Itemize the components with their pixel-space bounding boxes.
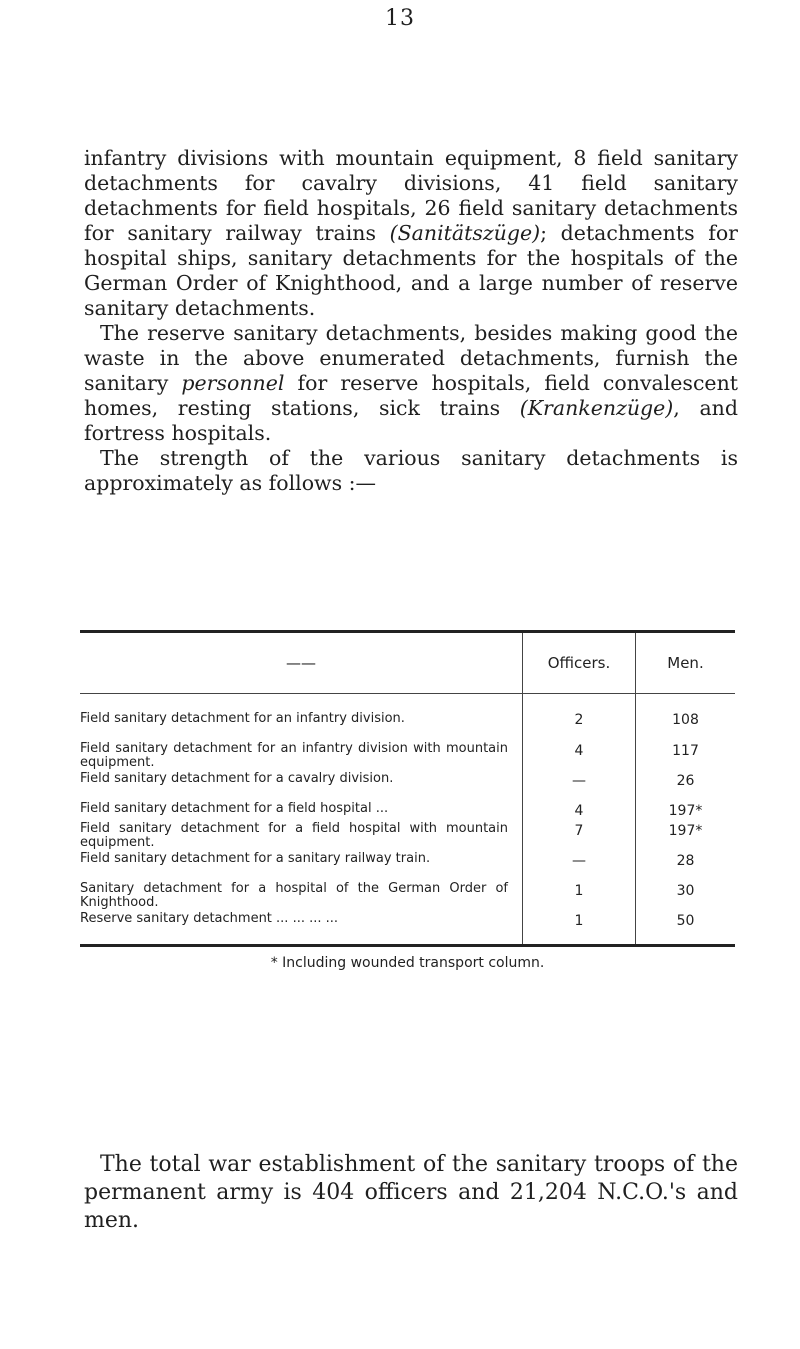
strength-table-container xyxy=(80,630,735,971)
paragraph-continued xyxy=(84,146,738,321)
row-men: 117 xyxy=(672,743,699,759)
table-row xyxy=(80,694,735,743)
table-row xyxy=(80,882,735,912)
row-label: Field sanitary detachment for a cavalry division. xyxy=(80,771,394,786)
row-label: Field sanitary detachment for an infantry division with mountain equipment. xyxy=(80,741,508,770)
row-men: 28 xyxy=(676,853,695,869)
strength-table xyxy=(80,630,735,947)
paragraph-strength-intro: The strength of the various sanitary detachments is approximately as follows :— xyxy=(84,446,738,495)
row-men: 108 xyxy=(672,712,699,728)
row-label: Reserve sanitary detachment ... ... ... ... xyxy=(80,912,523,946)
row-label: Field sanitary detachment for a field hospital with mountain equipment. xyxy=(80,821,508,850)
paragraph2-text-a: The reserve sanitary detachments, besides making good the waste in the above enumerated detachments, furnish the sanitary xyxy=(84,321,738,395)
table-row xyxy=(80,822,735,852)
row-label: Field sanitary detachment for a field hospital ... xyxy=(80,801,389,816)
paragraph2-term-personnel: personnel xyxy=(181,371,285,395)
table-row xyxy=(80,742,735,772)
table-row xyxy=(80,852,735,882)
row-officers: 2 xyxy=(523,694,636,743)
row-men: 26 xyxy=(676,773,695,789)
table-row xyxy=(80,912,735,946)
paragraph2-term-krankenzuge: (Krankenzüge) xyxy=(519,396,674,420)
header-label-dash: —— xyxy=(80,632,523,694)
paragraph2-text-c: , and fortress hospitals. xyxy=(84,396,738,445)
row-officers: 7 xyxy=(523,822,636,852)
paragraph1-text-b: ; detachments for hospital ships, sanitary detachments for the hospitals of the German Order of Knighthood, and a large number of reserve sanitary detachments. xyxy=(84,221,738,320)
row-officers: 4 xyxy=(523,802,636,822)
header-officers: Officers. xyxy=(523,632,636,694)
row-officers: — xyxy=(523,772,636,802)
row-officers: — xyxy=(523,852,636,882)
row-men: 30 xyxy=(676,883,695,899)
table-header-row xyxy=(80,632,735,694)
paragraph2-text-b: for reserve hospitals, field convalescent homes, resting stations, sick trains xyxy=(84,371,739,420)
row-officers: 4 xyxy=(523,742,636,772)
paragraph-reserve xyxy=(84,321,738,446)
row-men: 50 xyxy=(636,912,736,946)
paragraph1-text-a: infantry divisions with mountain equipment, 8 field sanitary detachments for cavalry divisions, 41 field sanitary detachments for field hospitals, 26 field sanitary detachments for sanitary railway trains xyxy=(84,146,738,245)
row-officers: 1 xyxy=(523,912,636,946)
table-row xyxy=(80,802,735,822)
row-officers: 1 xyxy=(523,882,636,912)
body-text-top xyxy=(84,146,738,496)
table-row xyxy=(80,772,735,802)
paragraph1-term: (Sanitätszüge) xyxy=(389,221,541,245)
header-men: Men. xyxy=(636,632,736,694)
row-men: 197* xyxy=(668,803,703,819)
row-men: 197* xyxy=(668,823,703,839)
row-label: Sanitary detachment for a hospital of the German Order of Knighthood. xyxy=(80,881,508,910)
row-label: Field sanitary detachment for an infantry division. xyxy=(80,711,405,726)
page-number: 13 xyxy=(385,6,415,31)
paragraph-total-establishment: The total war establishment of the sanitary troops of the permanent army is 404 officers and 21,204 N.C.O.'s and men. xyxy=(84,1152,738,1233)
row-label: Field sanitary detachment for a sanitary railway train. xyxy=(80,851,431,866)
body-text-bottom xyxy=(84,1151,738,1235)
table-footnote: * Including wounded transport column. xyxy=(270,955,545,971)
